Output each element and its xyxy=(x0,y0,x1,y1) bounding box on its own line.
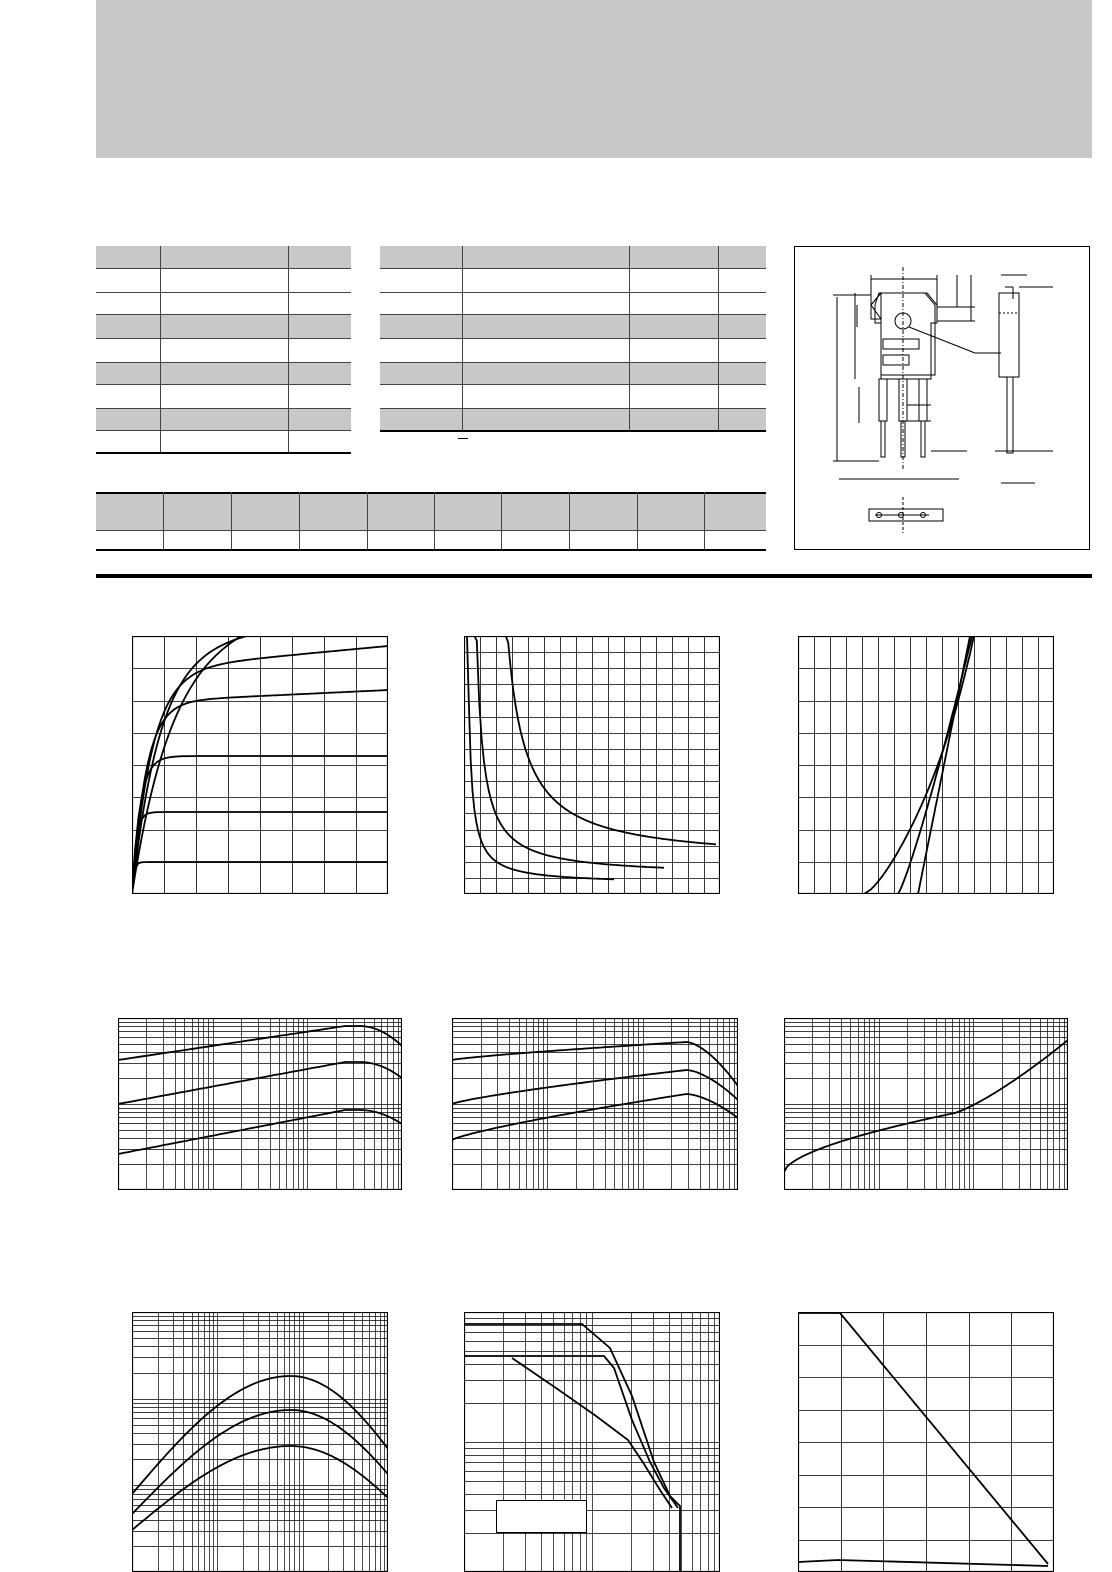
table-row xyxy=(380,314,766,338)
series-line xyxy=(452,1094,738,1140)
classification-table xyxy=(96,492,766,552)
series-line xyxy=(918,636,970,894)
table-row xyxy=(380,408,766,430)
series-line xyxy=(132,636,388,894)
series-line xyxy=(798,1313,1048,1564)
chart-vce-ib xyxy=(464,636,720,894)
table-row xyxy=(380,362,766,384)
series-line xyxy=(132,690,388,894)
series-line xyxy=(464,1324,680,1572)
series-line xyxy=(118,1062,402,1104)
characteristics-table xyxy=(380,246,766,446)
series-line xyxy=(132,1446,388,1530)
series-line xyxy=(132,862,388,894)
section-divider xyxy=(96,574,1092,578)
chart-hfe-ic-1 xyxy=(118,1018,402,1190)
package-outline xyxy=(794,246,1090,550)
series-line xyxy=(132,646,388,894)
series-line xyxy=(132,636,388,894)
series-line xyxy=(118,1026,402,1060)
chart-frame xyxy=(799,1313,1054,1572)
chart-hfe-ic-2 xyxy=(452,1018,738,1190)
table-row xyxy=(96,362,351,384)
chart-safe-operating-area xyxy=(464,1312,720,1572)
series-line xyxy=(118,1110,402,1154)
series-line xyxy=(898,636,972,894)
to-3p-package-outline-icon xyxy=(795,247,1091,551)
chart-frame xyxy=(133,1313,388,1572)
series-line xyxy=(864,636,974,894)
chart-ic-vbe xyxy=(798,636,1054,894)
series-line xyxy=(467,636,614,879)
chart-thermal-resistance xyxy=(784,1018,1068,1190)
series-line xyxy=(452,1070,738,1104)
series-line xyxy=(132,756,388,894)
chart-ic-vce xyxy=(132,636,388,894)
chart-ft-ie xyxy=(132,1312,388,1572)
legend-box xyxy=(497,1501,587,1533)
series-line xyxy=(132,812,388,894)
series-line xyxy=(784,1040,1068,1172)
series-line xyxy=(452,1042,738,1086)
ratings-table xyxy=(96,246,351,454)
series-line xyxy=(798,1560,1048,1566)
title-banner xyxy=(96,0,1092,158)
chart-frame xyxy=(133,637,388,894)
chart-pc-ta-derating xyxy=(798,1312,1054,1572)
chart-frame xyxy=(465,637,720,894)
series-line xyxy=(496,636,716,844)
table-row xyxy=(96,408,351,430)
series-line xyxy=(464,1356,678,1508)
table-row xyxy=(96,314,351,338)
series-line xyxy=(472,636,664,868)
